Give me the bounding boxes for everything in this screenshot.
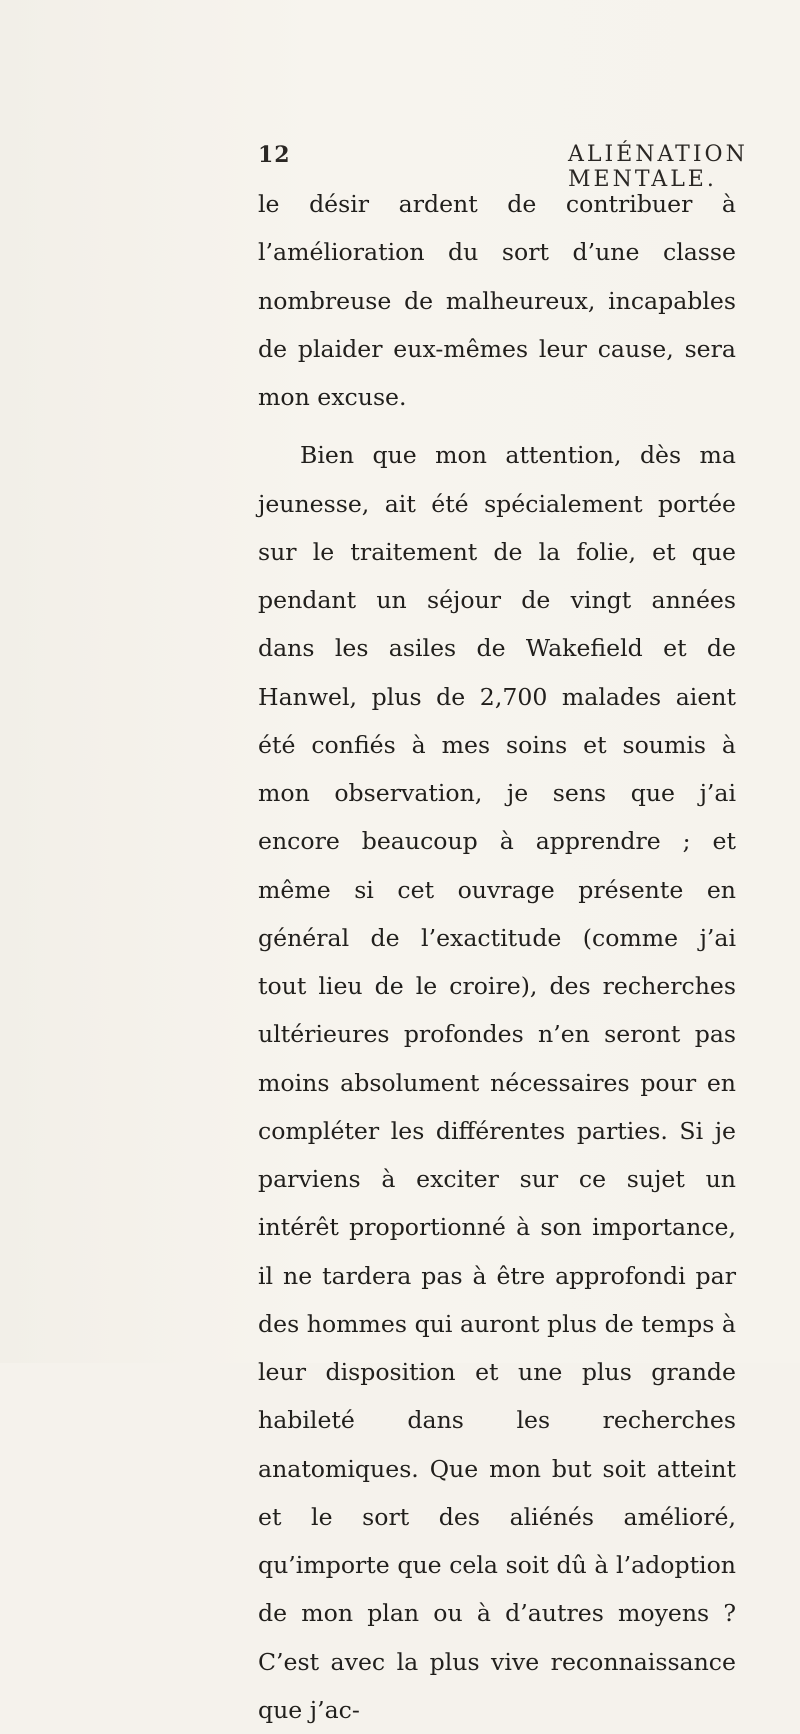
running-head: ALIÉNATION MENTALE. [568,142,748,192]
page-number: 12 [258,142,291,168]
paragraph-1: le désir ardent de contribuer à l’amélioration du sort d’une classe nombreuse de malheureux, incapables de plaider eux-mêmes leur cause, sera mon excuse. [258,190,736,411]
body-text [258,180,736,1734]
paragraph-2: Bien que mon attention, dès ma jeunesse, ait été spécialement portée sur le traitement de la folie, et que pendant un séjour de vingt années dans les asiles de Wakefield et de Hanwel, plus de 2,700 malades aient été confiés à mes soins et soumis à mon observation, je sens que j’ai encore beaucoup à apprendre ; et même si cet ouvrage présente en général de l’exactitude (comme j’ai tout lieu de le croire), des recherches ultérieures profondes n’en seront pas moins absolument nécessaires pour en compléter les différentes parties. Si je parviens à exciter sur ce sujet un intérêt proportionné à son importance, il ne tardera pas à être approfondi par des hommes qui auront plus de temps à leur disposition et une plus grande habileté dans les recherches anatomiques. Que mon but soit atteint et le sort des aliénés amélioré, qu’importe que cela soit dû à l’adoption de mon plan ou à d’autres moyens ? C’est avec la plus vive reconnaissance que j’ac- [258,441,736,1724]
